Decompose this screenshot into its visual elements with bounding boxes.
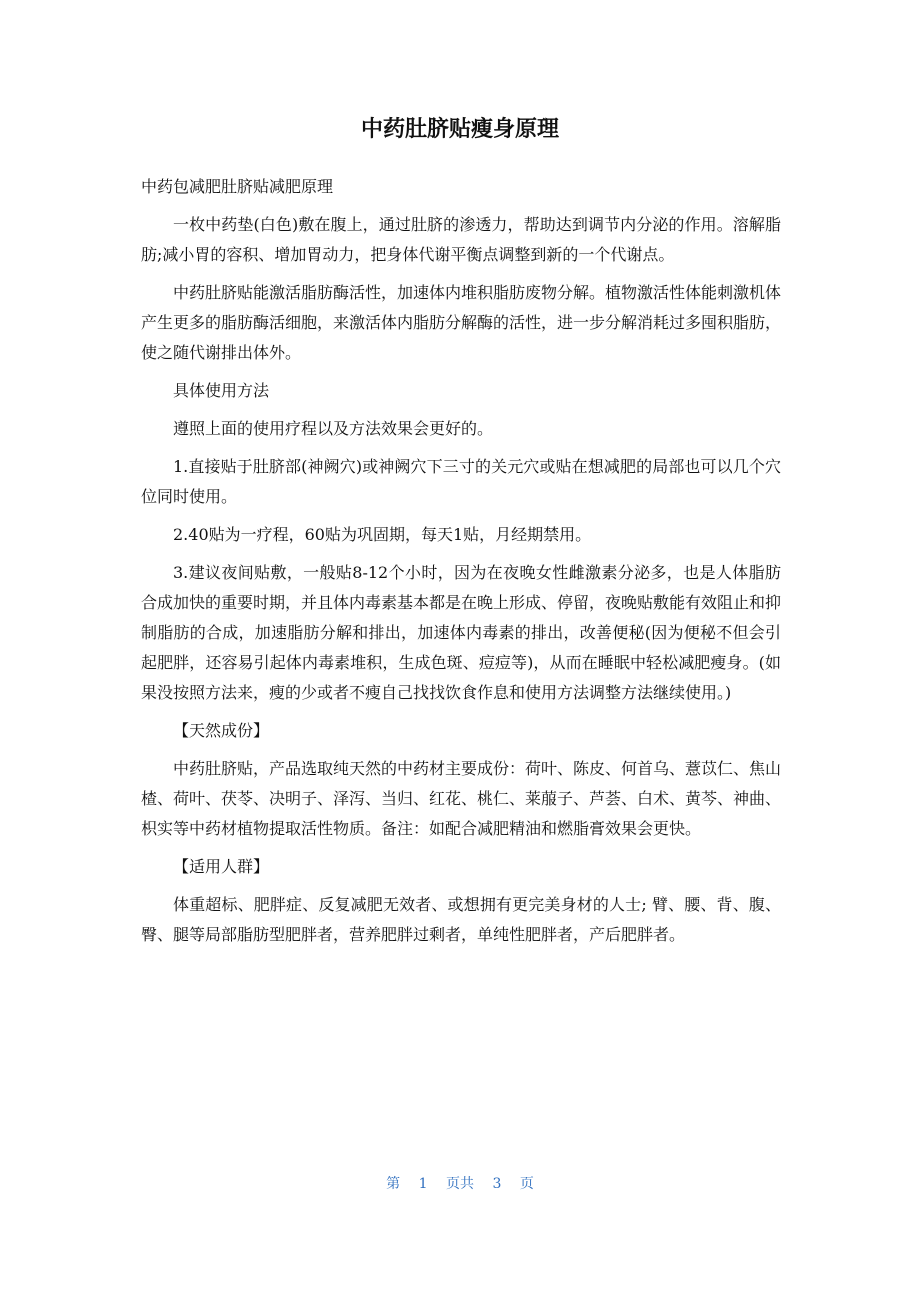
footer-suffix: 页 [519,1176,534,1192]
section-heading-target-users: 【适用人群】 [173,857,270,876]
usage-step-1: 1.直接贴于肚脐部(神阙穴)或神阙穴下三寸的关元穴或贴在想减肥的局部也可以几个穴位同时使用。 [141,457,781,506]
footer-prefix: 第 [386,1176,401,1192]
paragraph-subtitle: 中药包减肥肚脐贴减肥原理 [141,177,334,196]
paragraph-principle: 一枚中药垫(白色)敷在腹上，通过肚脐的渗透力，帮助达到调节内分泌的作用。溶解脂肪;减小胃的容积、增加胃动力，把身体代谢平衡点调整到新的一个代谢点。 [141,215,781,264]
paragraph-usage-intro: 遵照上面的使用疗程以及方法效果会更好的。 [173,419,494,438]
document-title: 中药肚脐贴瘦身原理 [360,117,559,142]
footer-middle: 页共 [446,1176,474,1192]
paragraph-target-users: 体重超标、肥胖症、反复减肥无效者、或想拥有更完美身材的人士; 臂、腰、背、腹、臀、腿等局部脂肪型肥胖者，营养肥胖过剩者，单纯性肥胖者，产后肥胖者。 [141,895,781,944]
document-body [141,172,781,958]
usage-step-3: 3.建议夜间贴敷，一般贴8-12个小时，因为在夜晚女性雌激素分泌多，也是人体脂肪合成加快的重要时期，并且体内毒素基本都是在晚上形成、停留，夜晚贴敷能有效阻止和抑制脂肪的合成，加速脂肪分解和排出，加速体内毒素的排出，改善便秘(因为便秘不但会引起肥胖，还容易引起体内毒素堆积，生成色斑、痘痘等)，从而在睡眠中轻松减肥瘦身。(如果没按照方法来，瘦的少或者不瘦自己找找饮食作息和使用方法调整方法继续使用。) [141,563,782,702]
footer-current-page: 1 [418,1176,428,1192]
paragraph-mechanism: 中药肚脐贴能激活脂肪酶活性，加速体内堆积脂肪废物分解。植物激活性体能刺激机体产生更多的脂肪酶活细胞，来激活体内脂肪分解酶的活性，进一步分解消耗过多囤积脂肪，使之随代谢排出体外。 [141,283,782,362]
page-footer [0,1174,920,1194]
usage-step-2: 2.40贴为一疗程，60贴为巩固期，每天1贴，月经期禁用。 [173,525,592,544]
section-heading-ingredients: 【天然成份】 [173,721,270,740]
section-heading-usage: 具体使用方法 [173,381,270,400]
footer-total-pages: 3 [492,1176,502,1192]
paragraph-ingredients: 中药肚脐贴，产品选取纯天然的中药材主要成份：荷叶、陈皮、何首乌、薏苡仁、焦山楂、荷叶、茯苓、决明子、泽泻、当归、红花、桃仁、莱菔子、芦荟、白术、黄芩、神曲、枳实等中药材植物提取活性物质。备注：如配合减肥精油和燃脂膏效果会更快。 [141,759,782,838]
